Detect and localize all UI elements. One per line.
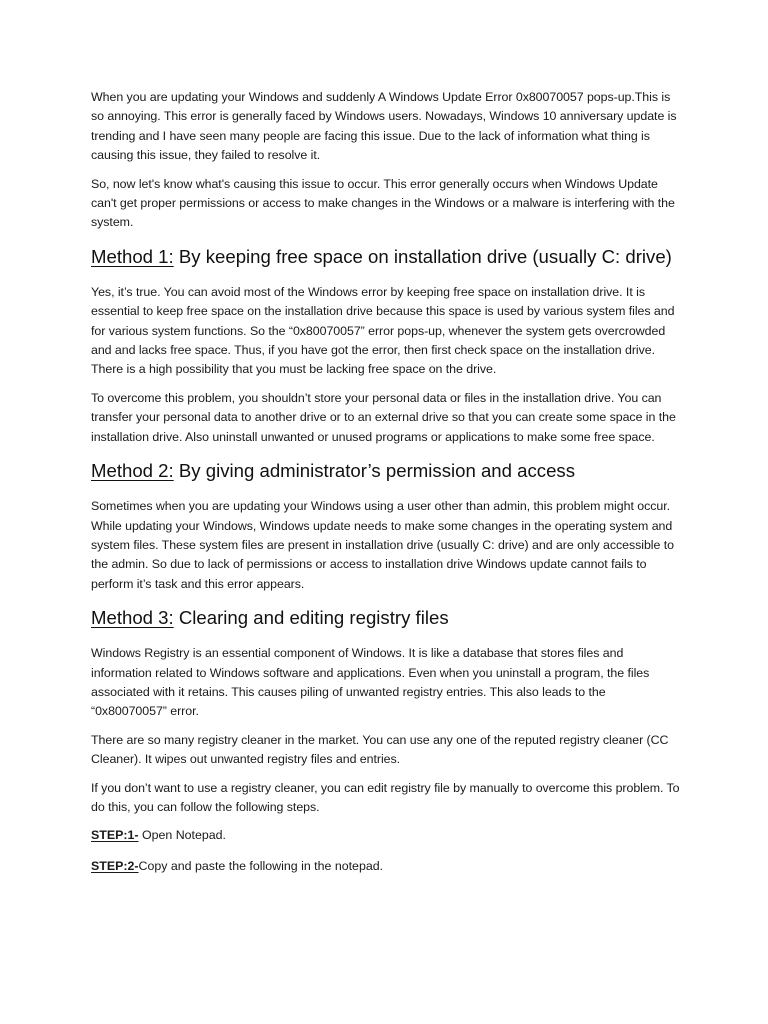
method-1-paragraph-1: Yes, it’s true. You can avoid most of the Windows error by keeping free space on installation drive. It is essential to keep free space on the installation drive because this space is used by various system files and for various system functions. So the “0x80070057” error pops-up, whenever the system gets overcrowded and and lacks free space. Thus, if you have got the error, then first check space on the installation drive. There is a high possibility that you must be lacking free space on the drive.	[91, 284, 675, 377]
method-2-paragraph-1: Sometimes when you are updating your Windows using a user other than admin, this problem might occur. While updating your Windows, Windows update needs to make some changes in the operating system and system files. These system files are present in installation drive (usually C: drive) and are only accessible to the admin. So due to lack of permissions or access to installation drive Windows update cannot fails to perform it’s task and this error appears.	[91, 499, 674, 591]
method-2-lead: Method 2:	[91, 460, 174, 482]
step-1-lead: STEP:1-	[91, 828, 139, 843]
method-2-heading	[91, 456, 681, 485]
step-2-lead: STEP:2-	[91, 858, 139, 873]
method-1-title: By keeping free space on installation drive (usually C: drive)	[173, 245, 672, 267]
method-3-paragraph-3: If you don’t want to use a registry cleaner, you can edit registry file by manually to overcome this problem. To do this, you can follow the following steps.	[91, 780, 680, 814]
step-2-text: Copy and paste the following in the notepad.	[138, 858, 384, 873]
method-3-paragraph-1: Windows Registry is an essential component of Windows. It is like a database that stores files and information related to Windows software and applications. Even when you uninstall a program, the files associated with it retains. This causes piling of unwanted registry entries. This also leads to the “0x80070057” error.	[91, 646, 650, 719]
method-3-heading	[91, 603, 681, 632]
method-3-title: Clearing and editing registry files	[173, 607, 449, 629]
method-1-heading	[91, 242, 681, 271]
method-3-lead: Method 3:	[91, 607, 174, 629]
step-1-text: Open Notepad.	[138, 828, 227, 843]
intro-paragraph-2: So, now let's know what's causing this issue to occur. This error generally occurs when Windows Update can't get proper permissions or access to make changes in the Windows or a malware is interfering with the system.	[91, 176, 675, 230]
method-3-paragraph-2: There are so many registry cleaner in the market. You can use any one of the reputed registry cleaner (CC Cleaner). It wipes out unwanted registry files and entries.	[91, 732, 669, 767]
step-2	[91, 857, 681, 876]
step-1	[91, 826, 681, 845]
document-body	[91, 88, 681, 887]
intro-paragraph-1: When you are updating your Windows and suddenly A Windows Update Error 0x80070057 pops-up.This is so annoying. This error is generally faced by Windows users. Nowadays, Windows 10 anniversary update is trending and I have seen many people are facing this issue. Due to the lack of information what thing is causing this issue, they failed to resolve it.	[91, 90, 677, 163]
method-2-title: By giving administrator’s permission and access	[173, 460, 576, 482]
method-1-paragraph-2: To overcome this problem, you shouldn’t store your personal data or files in the installation drive. You can transfer your personal data to another drive or to an external drive so that you can create some space in the installation drive. Also uninstall unwanted or unused programs or applications to make some free space.	[91, 390, 676, 444]
method-1-lead: Method 1:	[91, 245, 174, 267]
